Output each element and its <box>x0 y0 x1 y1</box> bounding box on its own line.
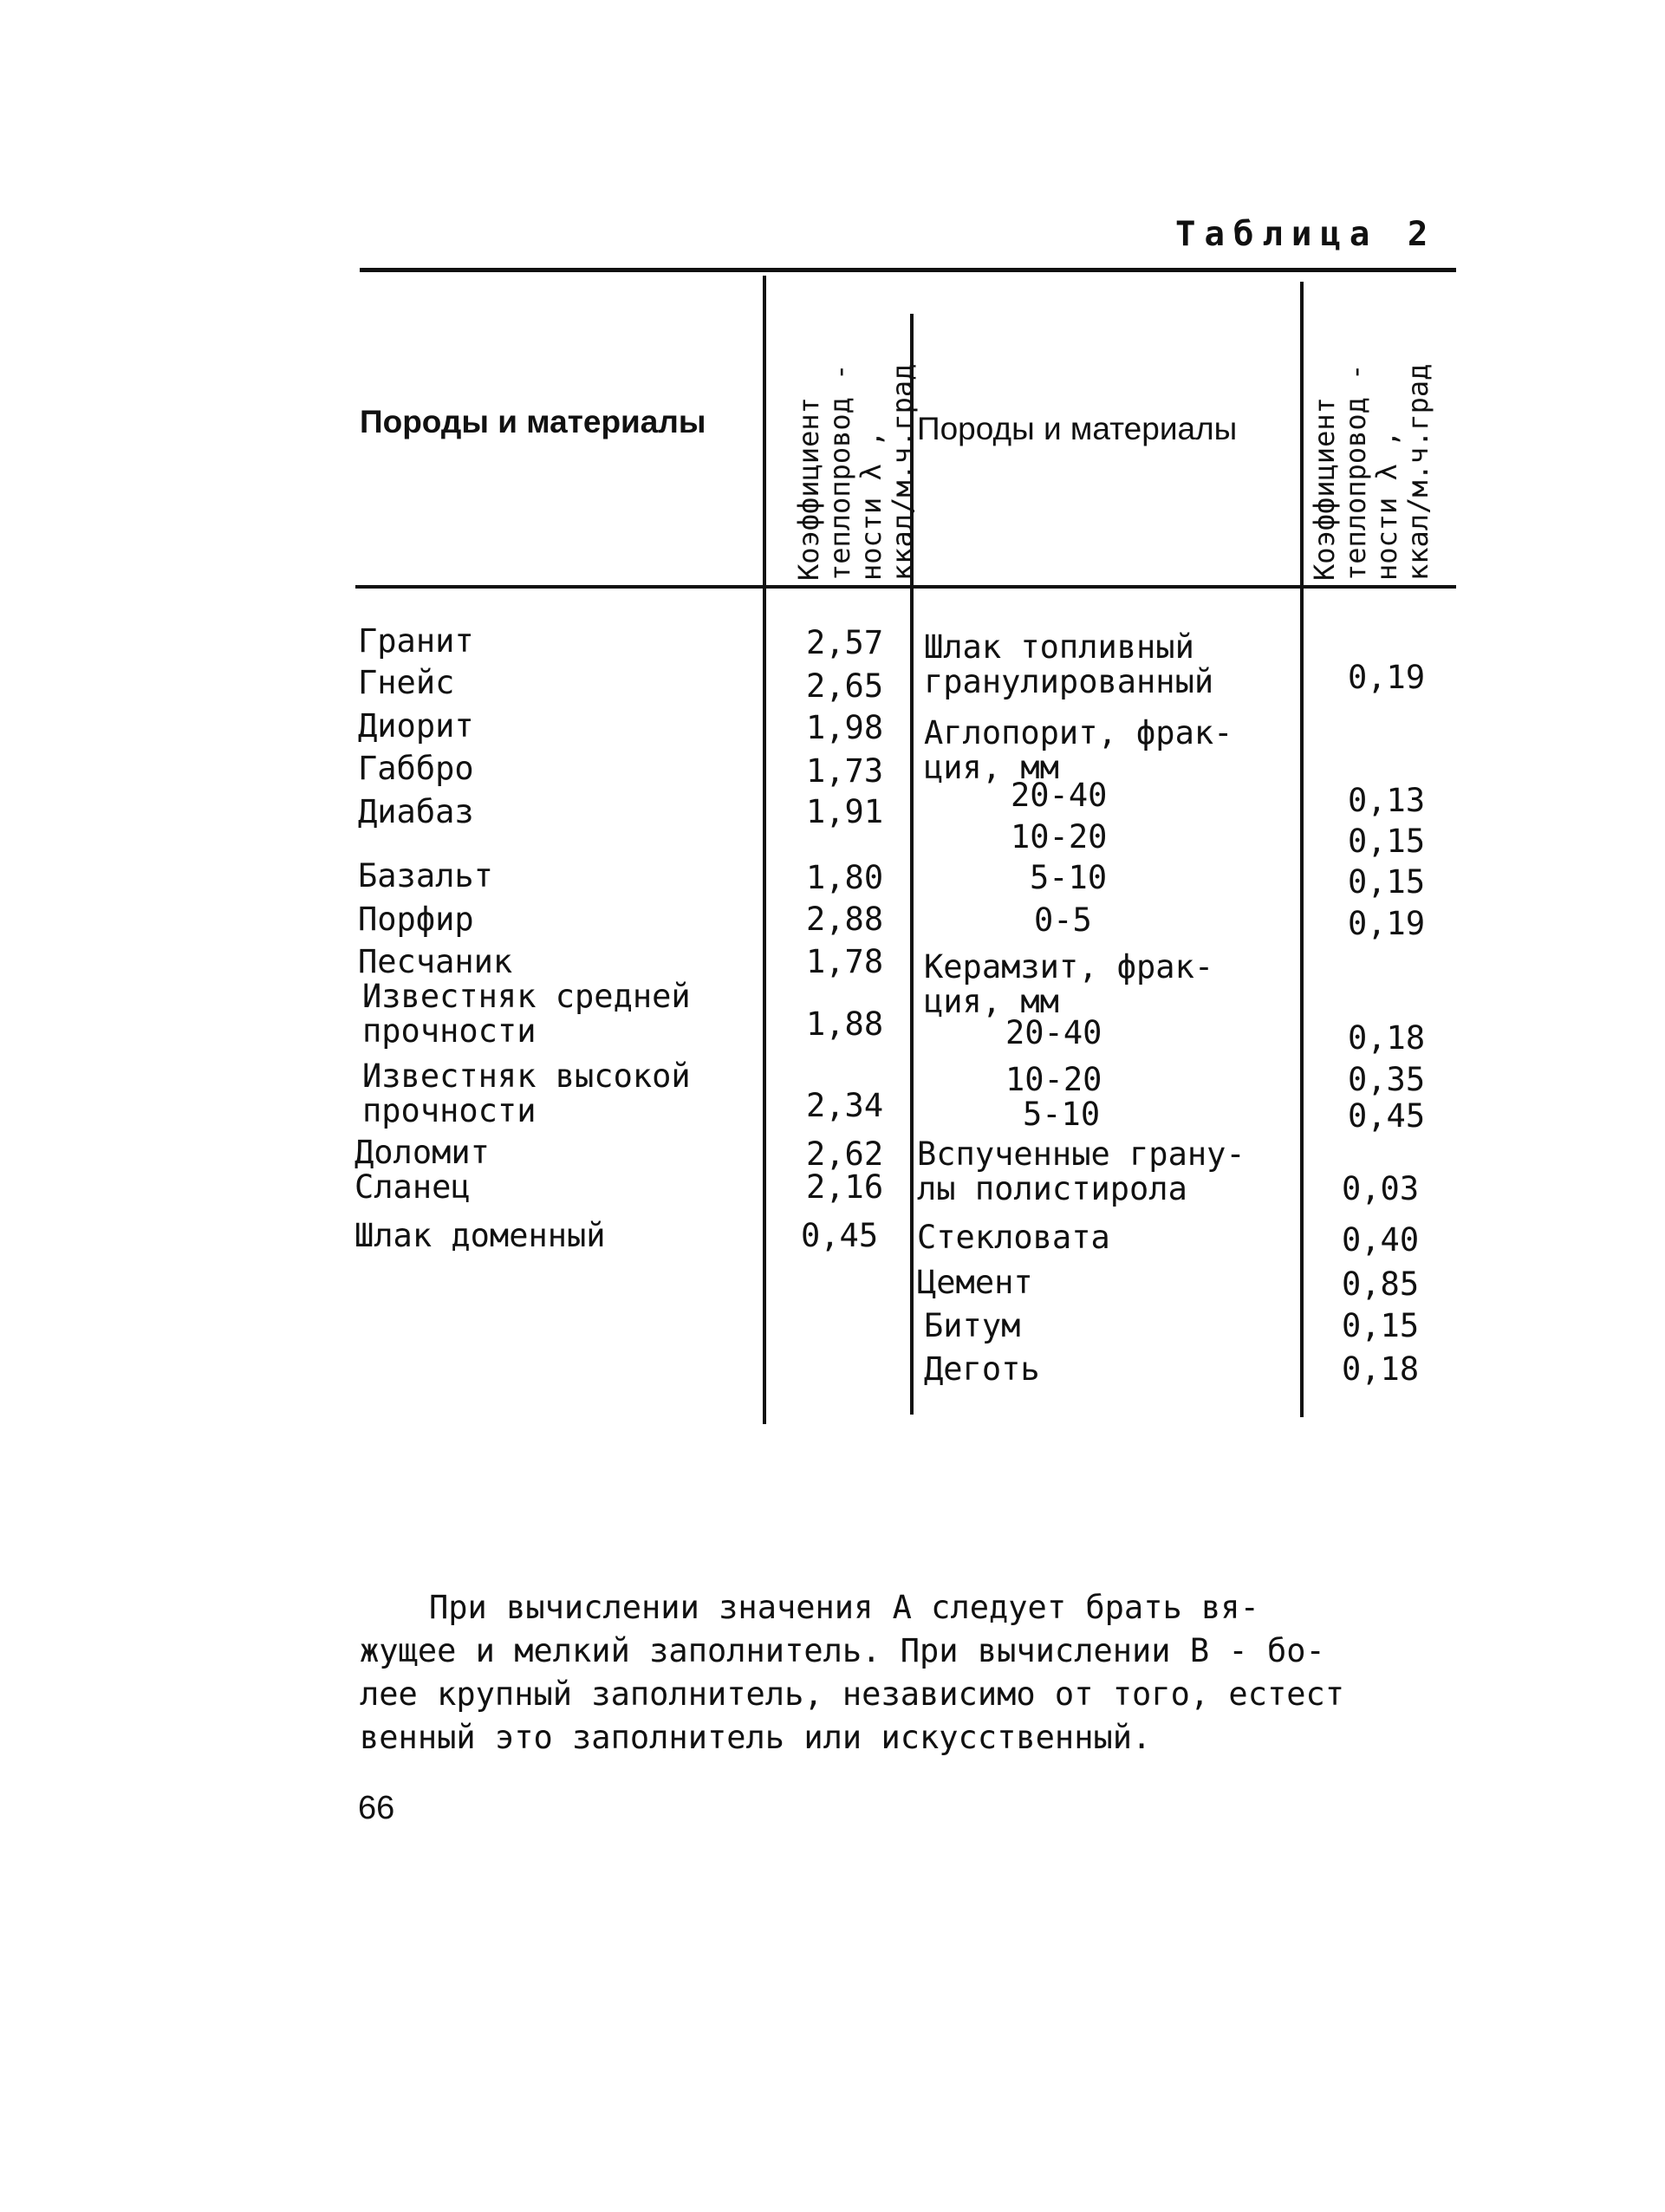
right-row-value: 0,03 <box>1342 1170 1420 1207</box>
left-row-value: 2,65 <box>806 667 884 705</box>
left-row-name: Базальт <box>358 857 493 895</box>
left-row-value: 2,62 <box>806 1135 884 1173</box>
header-coef-line: ккал/м.ч.град <box>886 363 919 581</box>
left-row-value: 1,73 <box>806 752 884 790</box>
left-row-name: Доломит <box>354 1134 490 1171</box>
right-row-name: Стекловата <box>917 1219 1110 1256</box>
page-number: 66 <box>358 1790 395 1826</box>
table-header-rule <box>355 585 1456 589</box>
column-divider-3 <box>1300 282 1304 1417</box>
paragraph-line: жущее и мелкий заполнитель. При вычислении B - бо- <box>360 1632 1325 1669</box>
left-row-value: 1,78 <box>806 943 884 980</box>
table-title: Таблица 2 <box>1175 215 1437 254</box>
right-row-value: 0,45 <box>1348 1097 1426 1135</box>
header-coef-line: ности λ , <box>855 430 888 581</box>
right-row-value: 0,85 <box>1342 1265 1420 1303</box>
left-row-value: 1,80 <box>806 859 884 896</box>
left-row-name: Диабаз <box>358 793 474 830</box>
left-row-value: 0,45 <box>801 1217 879 1254</box>
left-row-value: 2,57 <box>806 624 884 661</box>
header-coef-line: теплопровод - <box>823 363 856 581</box>
left-row-name: Диорит <box>358 707 474 745</box>
right-row-name: Цемент <box>917 1264 1033 1301</box>
right-row-name: 20-40 <box>1005 1014 1102 1051</box>
header-coef-line: Коэффициент <box>792 397 825 581</box>
header-materials-left: Породы и материалы <box>360 404 706 439</box>
right-row-value: 0,18 <box>1342 1350 1420 1388</box>
paragraph-line: венный это заполнитель или искусственный. <box>360 1719 1152 1756</box>
table-top-rule <box>360 268 1456 272</box>
header-coef-line: ности λ , <box>1370 430 1403 581</box>
left-row-value: 1,98 <box>806 709 884 746</box>
body-paragraph <box>360 1586 1452 1760</box>
paragraph-line: лее крупный заполнитель, независимо от того, естест <box>360 1675 1345 1713</box>
right-row-name: Вспученные грану- лы полистирола <box>917 1135 1245 1207</box>
right-row-value: 0,40 <box>1342 1221 1420 1259</box>
column-divider-1 <box>763 276 766 1424</box>
right-row-name: 0-5 <box>1034 901 1092 939</box>
left-row-name: Гранит <box>358 622 474 660</box>
right-row-name: 10-20 <box>1011 818 1108 856</box>
right-row-value: 0,19 <box>1348 905 1426 942</box>
right-row-name: Битум <box>924 1307 1021 1344</box>
right-row-name: 5-10 <box>1030 859 1108 896</box>
left-row-name: Габбро <box>358 750 474 787</box>
right-row-value: 0,15 <box>1348 823 1426 860</box>
left-row-name: Известняк средней прочности <box>362 978 691 1050</box>
right-row-value: 0,15 <box>1348 863 1426 901</box>
right-row-name: Керамзит, фрак- ция, мм <box>924 948 1214 1020</box>
header-materials-right: Породы и материалы <box>917 411 1238 446</box>
right-row-name: 10-20 <box>1005 1061 1102 1098</box>
left-row-name: Известняк высокой прочности <box>362 1057 691 1129</box>
right-row-name: Деготь <box>924 1350 1040 1388</box>
header-coef-line: теплопровод - <box>1339 363 1372 581</box>
right-row-value: 0,35 <box>1348 1061 1426 1098</box>
right-row-name: 20-40 <box>1011 777 1108 814</box>
left-row-value: 1,88 <box>806 1005 884 1043</box>
left-row-name: Песчаник <box>358 943 513 980</box>
header-coef-line: ккал/м.ч.град <box>1402 363 1434 581</box>
left-row-value: 1,91 <box>806 793 884 830</box>
right-row-name: Аглопорит, фрак- ция, мм <box>924 714 1233 786</box>
right-row-value: 0,18 <box>1348 1019 1426 1057</box>
right-row-value: 0,15 <box>1342 1307 1420 1344</box>
right-row-name: Шлак топливный гранулированный <box>924 628 1214 700</box>
left-row-name: Гнейс <box>358 664 455 701</box>
left-row-value: 2,16 <box>806 1168 884 1206</box>
left-row-name: Порфир <box>358 901 474 938</box>
paragraph-line: При вычислении значения A следует брать вя- <box>429 1589 1259 1626</box>
right-row-value: 0,13 <box>1348 782 1426 819</box>
left-row-name: Сланец <box>354 1168 471 1206</box>
right-row-name: 5-10 <box>1023 1096 1101 1133</box>
right-row-value: 0,19 <box>1348 659 1426 696</box>
left-row-value: 2,88 <box>806 901 884 938</box>
left-row-name: Шлак доменный <box>354 1217 606 1254</box>
header-coef-line: Коэффициент <box>1308 397 1341 581</box>
left-row-value: 2,34 <box>806 1087 884 1124</box>
